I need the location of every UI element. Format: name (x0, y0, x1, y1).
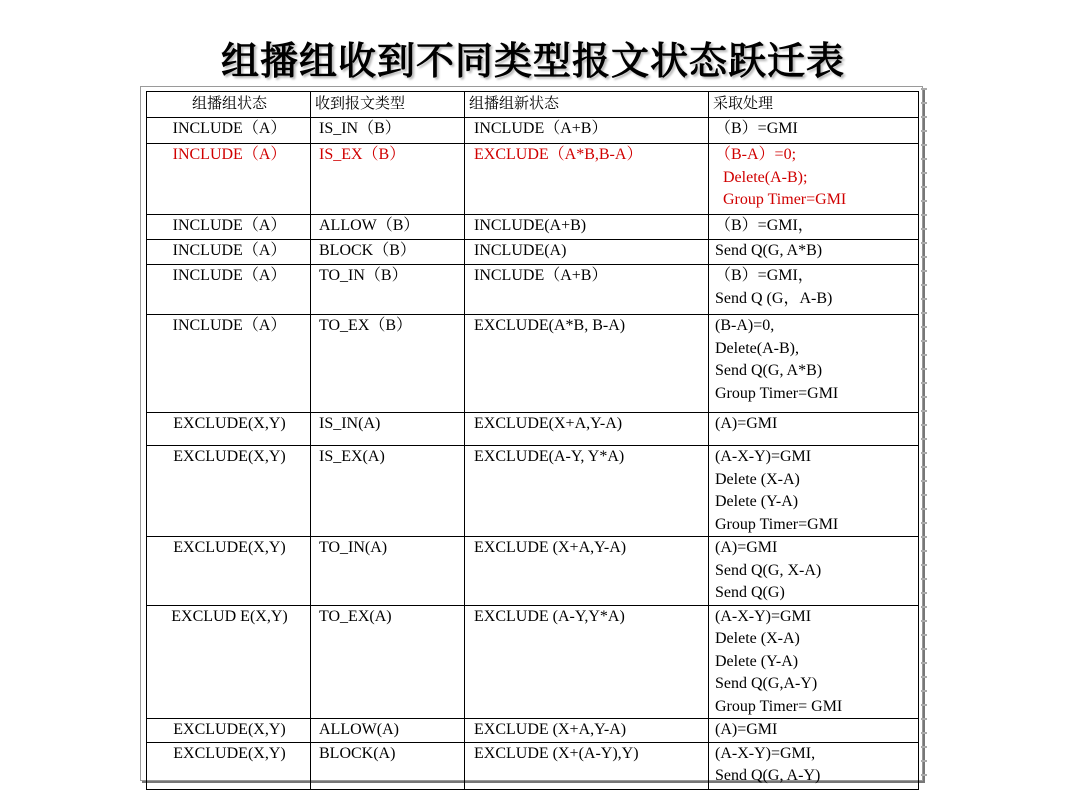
received-type-cell: BLOCK（B） (311, 240, 465, 265)
action-cell (709, 742, 919, 789)
action-cell (709, 537, 919, 606)
received-type-cell: TO_EX(A) (311, 605, 465, 719)
table-row (147, 118, 919, 144)
new-state-cell: EXCLUDE(X+A,Y-A) (465, 413, 709, 446)
old-state-cell: INCLUDE（A） (147, 144, 311, 215)
new-state-cell: EXCLUDE（A*B,B-A） (465, 144, 709, 215)
old-state-cell: INCLUDE（A） (147, 118, 311, 144)
action-line: (A-X-Y)=GMI (715, 607, 812, 625)
action-line: （B-A）=0; (715, 146, 797, 163)
old-state-cell: INCLUDE（A） (147, 240, 311, 265)
table-row (147, 537, 919, 606)
new-state-cell: INCLUDE(A) (465, 240, 709, 265)
table-row (147, 265, 919, 315)
action-cell (709, 265, 919, 315)
action-line: Send Q(G) (715, 584, 785, 601)
action-line: (A)=GMI (715, 721, 778, 738)
table-row (147, 215, 919, 240)
header-new-state: 组播组新状态 (465, 92, 709, 118)
new-state-cell: INCLUDE（A+B） (465, 118, 709, 144)
action-line: （B）=GMI (715, 120, 798, 137)
old-state-cell: INCLUDE（A） (147, 215, 311, 240)
action-line: Delete (X-A) (715, 630, 800, 647)
table-row (147, 605, 919, 719)
action-line: （B）=GMI， (715, 217, 814, 234)
action-cell (709, 605, 919, 719)
action-line: Delete (Y-A) (715, 493, 799, 510)
state-transition-table (146, 91, 919, 790)
received-type-cell: ALLOW（B） (311, 215, 465, 240)
action-cell (709, 446, 919, 537)
old-state-cell: EXCLUDE(X,Y) (147, 446, 311, 537)
table-row (147, 446, 919, 537)
table-row (147, 742, 919, 789)
new-state-cell: EXCLUDE(A-Y, Y*A) (465, 446, 709, 537)
action-cell (709, 215, 919, 240)
frame-edge-marks (921, 88, 927, 778)
old-state-cell: INCLUDE（A） (147, 265, 311, 315)
action-line: Send Q(G, X-A) (715, 561, 822, 579)
action-line: (A)=GMI (715, 539, 778, 556)
action-line: （B）=GMI， (715, 267, 814, 284)
new-state-cell: EXCLUDE (X+A,Y-A) (465, 537, 709, 606)
page-title: 组播组收到不同类型报文状态跃迁表 (220, 39, 845, 83)
action-line: (A)=GMI (715, 415, 778, 432)
new-state-cell: INCLUDE（A+B） (465, 265, 709, 315)
received-type-cell: TO_EX（B） (311, 315, 465, 413)
new-state-cell: EXCLUDE (A-Y,Y*A) (465, 605, 709, 719)
table-row (147, 413, 919, 446)
action-cell (709, 144, 919, 215)
action-line: (A-X-Y)=GMI, (715, 744, 816, 762)
received-type-cell: TO_IN(A) (311, 537, 465, 606)
new-state-cell: INCLUDE(A+B) (465, 215, 709, 240)
table-row (147, 144, 919, 215)
action-cell (709, 315, 919, 413)
header-action: 采取处理 (709, 92, 919, 118)
action-line: Send Q (G，A-B) (715, 289, 833, 307)
old-state-cell: EXCLUDE(X,Y) (147, 719, 311, 743)
received-type-cell: IS_EX（B） (311, 144, 465, 215)
action-line: Delete (X-A) (715, 470, 800, 488)
received-type-cell: ALLOW(A) (311, 719, 465, 743)
action-line: Group Timer= GMI (715, 697, 843, 715)
received-type-cell: IS_IN(A) (311, 413, 465, 446)
action-line: Group Timer=GMI (715, 515, 839, 533)
header-received-type: 收到报文类型 (311, 92, 465, 118)
action-line: (A-X-Y)=GMI (715, 448, 812, 465)
new-state-cell: EXCLUDE (X+(A-Y),Y) (465, 742, 709, 789)
table-header-row (147, 92, 919, 118)
action-cell (709, 413, 919, 446)
action-line: Delete(A-B); (723, 168, 808, 186)
old-state-cell: EXCLUDE(X,Y) (147, 413, 311, 446)
action-line: Group Timer=GMI (723, 191, 847, 208)
old-state-cell: EXCLUDE(X,Y) (147, 742, 311, 789)
header-old-state: 组播组状态 (147, 92, 311, 118)
table-row (147, 240, 919, 265)
received-type-cell: TO_IN（B） (311, 265, 465, 315)
table-row (147, 315, 919, 413)
action-line: Send Q(G, A*B) (715, 242, 823, 259)
action-line: Send Q(G,A-Y) (715, 675, 818, 692)
old-state-cell: EXCLUDE(X,Y) (147, 537, 311, 606)
old-state-cell: INCLUDE（A） (147, 315, 311, 413)
action-line: Delete(A-B), (715, 339, 799, 357)
action-cell (709, 240, 919, 265)
action-line: Delete (Y-A) (715, 652, 799, 670)
action-line: Send Q(G, A*B) (715, 362, 823, 379)
new-state-cell: EXCLUDE(A*B, B-A) (465, 315, 709, 413)
received-type-cell: IS_EX(A) (311, 446, 465, 537)
action-line: Group Timer=GMI (715, 384, 839, 402)
received-type-cell: BLOCK(A) (311, 742, 465, 789)
old-state-cell: EXCLUD E(X,Y) (147, 605, 311, 719)
action-cell (709, 118, 919, 144)
action-line: (B-A)=0, (715, 317, 775, 334)
action-line: Send Q(G, A-Y) (715, 767, 821, 784)
table-row (147, 719, 919, 743)
received-type-cell: IS_IN（B） (311, 118, 465, 144)
new-state-cell: EXCLUDE (X+A,Y-A) (465, 719, 709, 743)
action-cell (709, 719, 919, 743)
